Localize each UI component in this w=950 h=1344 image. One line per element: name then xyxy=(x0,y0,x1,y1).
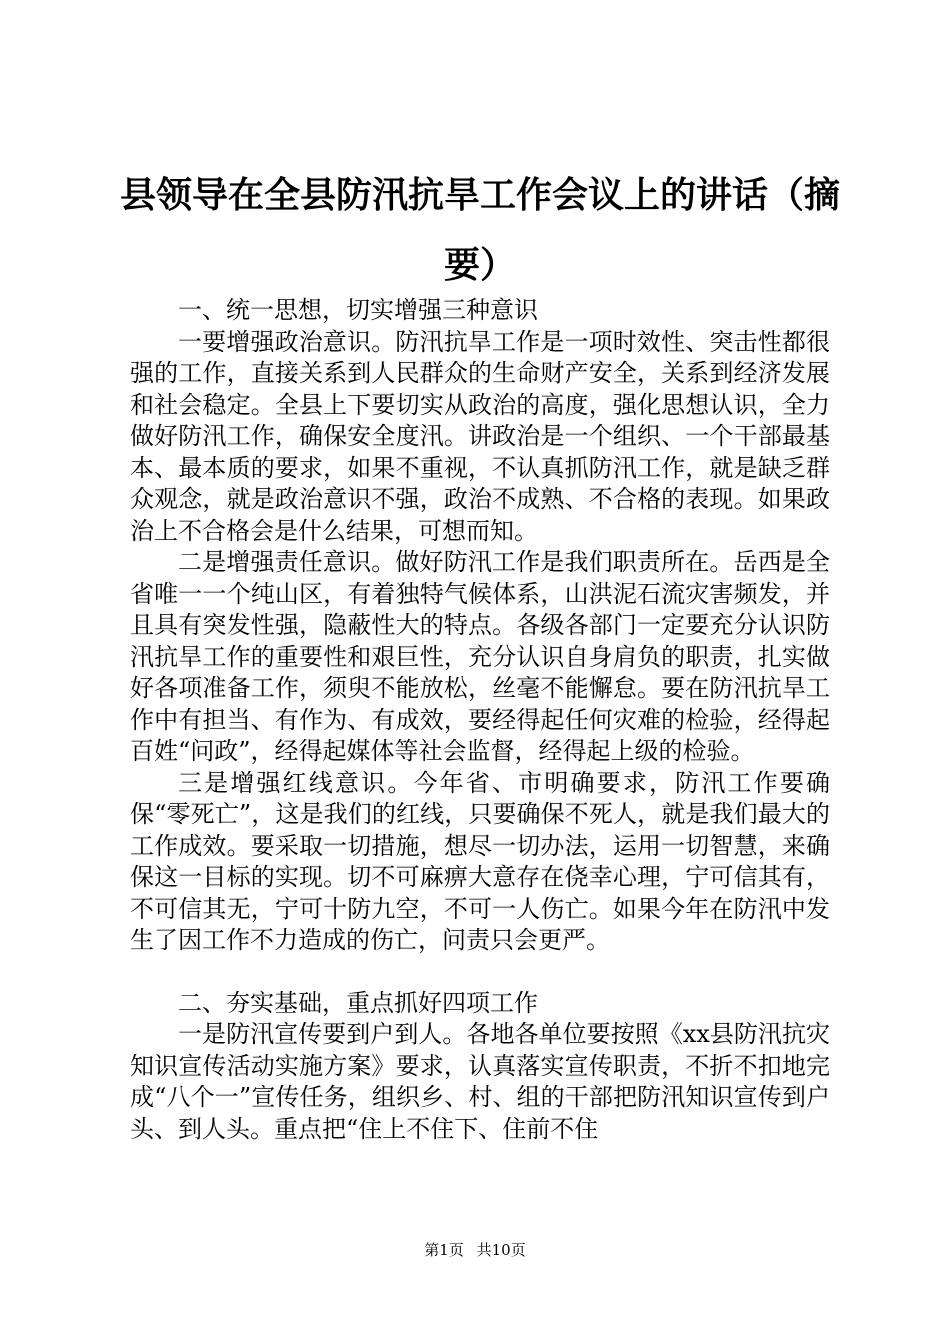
page-number: 第1页 xyxy=(424,1241,464,1259)
section-heading-1: 一、统一思想，切实增强三种意识 xyxy=(178,296,538,324)
paragraph-political-awareness: 一要增强政治意识。防汛抗旱工作是一项时效性、突击性都很强的工作，直接关系到人民群众的生命财产安全，关系到经济发展和社会稳定。全县上下要切实从政治的高度，强化思想认识，全力做好防汛工作，确保安全度汛。讲政治是一个组织、一个干部最基本、最本质的要求，如果不重视，不认真抓防汛工作，就是缺乏群众观念，就是政治意识不强，政治不成熟、不合格的表现。如果政治上不合格会是什么结果，可想而知。 xyxy=(130,327,830,545)
document-body xyxy=(130,295,830,1145)
page-total: 共10页 xyxy=(476,1241,526,1259)
section-spacer xyxy=(130,957,830,988)
section-heading-2: 二、夯实基础，重点抓好四项工作 xyxy=(178,988,538,1017)
paragraph-publicity: 一是防汛宣传要到户到人。各地各单位要按照《xx县防汛抗灾知识宣传活动实施方案》要求，认真落实宣传职责，不折不扣地完成“八个一”宣传任务，组织乡、村、组的干部把防汛知识宣传到户头、到人头。重点把“住上不住下、住前不住 xyxy=(130,1020,830,1143)
paragraph-responsibility-awareness: 二是增强责任意识。做好防汛工作是我们职责所在。岳西是全省唯一一个纯山区，有着独特气候体系，山洪泥石流灾害频发，并且具有突发性强，隐蔽性大的特点。各级各部门一定要充分认识防汛抗旱工作的重要性和艰巨性，充分认识自身肩负的职责，扎实做好各项准备工作，须臾不能放松，丝毫不能懈怠。要在防汛抗旱工作中有担当、有作为、有成效，要经得起任何灾难的检验，经得起百姓“问政”，经得起媒体等社会监督，经得起上级的检验。 xyxy=(130,548,830,765)
paragraph-redline-awareness: 三是增强红线意识。今年省、市明确要求，防汛工作要确保“零死亡”，这是我们的红线，只要确保不死人，就是我们最大的工作成效。要采取一切措施，想尽一切办法，运用一切智慧，来确保这一目标的实现。切不可麻痹大意存在侥幸心理，宁可信其有，不可信其无，宁可十防九空，不可一人伤亡。如果今年在防汛中发生了因工作不力造成的伤亡，问责只会更严。 xyxy=(130,768,830,954)
document-title: 县领导在全县防汛抗旱工作会议上的讲话（摘要） xyxy=(119,174,840,286)
page-footer xyxy=(0,1240,950,1260)
